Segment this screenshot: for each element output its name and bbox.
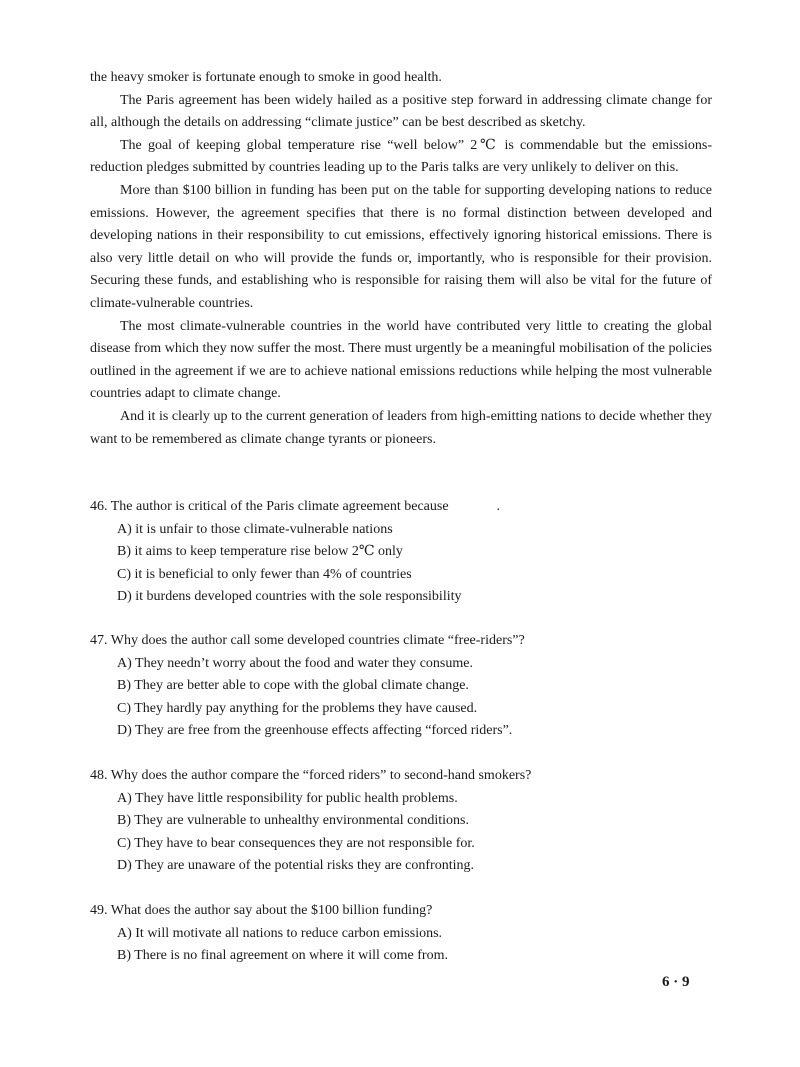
paragraph: And it is clearly up to the current generation of leaders from high-emitting nations to decide whether they want to be remembered as climate change tyrants or pioneers. bbox=[90, 408, 712, 447]
option-c: C) They hardly pay anything for the problems they have caused. bbox=[117, 700, 478, 716]
option-b: B) There is no final agreement on where it will come from. bbox=[117, 948, 448, 964]
question-stem: 46. The author is critical of the Paris climate agreement because . bbox=[90, 499, 501, 514]
option-a: A) It will motivate all nations to reduce carbon emissions. bbox=[117, 925, 443, 941]
option-c: C) They have to bear consequences they are not responsible for. bbox=[117, 835, 475, 851]
paragraph: More than $100 billion in funding has been put on the table for supporting developing nations to reduce emissions. However, the agreement specifies that there is no formal distinction between developed and developing nations in their responsibility to cut emissions, effectively ignoring historical emissions. There is also very little detail on who will provide the funds or, importantly, who is responsible for their provision. Securing these funds, and establishing who is responsible for raising them will also be vital for the future of climate-vulnerable countries. bbox=[90, 182, 712, 311]
question-stem: 48. Why does the author compare the “forced riders” to second-hand smokers? bbox=[90, 768, 532, 783]
option-a: A) They needn’t worry about the food and water they consume. bbox=[117, 655, 473, 671]
question-49 bbox=[90, 900, 712, 968]
option-a: A) They have little responsibility for public health problems. bbox=[117, 790, 458, 806]
question-stem: 47. Why does the author call some developed countries climate “free-riders”? bbox=[90, 633, 525, 648]
question-47 bbox=[90, 630, 712, 743]
paragraph: The most climate-vulnerable countries in the world have contributed very little to creating the global disease from which they now suffer the most. There must urgently be a meaningful mobilisation of the policies outlined in the agreement if we are to achieve national emissions reductions while helping the most vulnerable countries adapt to climate change. bbox=[90, 318, 712, 402]
paragraph: The goal of keeping global temperature rise “well below” 2℃ is commendable but the emissions-reduction pledges submitted by countries leading up to the Paris talks are very unlikely to deliver on this. bbox=[90, 137, 712, 176]
question-48 bbox=[90, 765, 712, 878]
paragraph: The Paris agreement has been widely hailed as a positive step forward in addressing climate change for all, although the details on addressing “climate justice” can be best described as sketchy. bbox=[90, 92, 712, 131]
option-b: B) They are better able to cope with the global climate change. bbox=[117, 678, 469, 694]
reading-passage bbox=[90, 67, 712, 451]
paragraph: the heavy smoker is fortunate enough to smoke in good health. bbox=[90, 70, 442, 85]
option-d: D) They are unaware of the potential risks they are confronting. bbox=[117, 858, 474, 874]
question-46 bbox=[90, 496, 712, 609]
option-d: D) They are free from the greenhouse effects affecting “forced riders”. bbox=[117, 723, 513, 739]
option-a: A) it is unfair to those climate-vulnerable nations bbox=[117, 521, 393, 537]
question-stem: 49. What does the author say about the $100 billion funding? bbox=[90, 903, 433, 918]
option-b: B) it aims to keep temperature rise below 2℃ only bbox=[117, 544, 403, 560]
option-b: B) They are vulnerable to unhealthy environmental conditions. bbox=[117, 813, 469, 829]
option-d: D) it burdens developed countries with the sole responsibility bbox=[117, 589, 462, 605]
page-number: 6 · 9 bbox=[662, 974, 690, 990]
option-c: C) it is beneficial to only fewer than 4% of countries bbox=[117, 566, 412, 582]
